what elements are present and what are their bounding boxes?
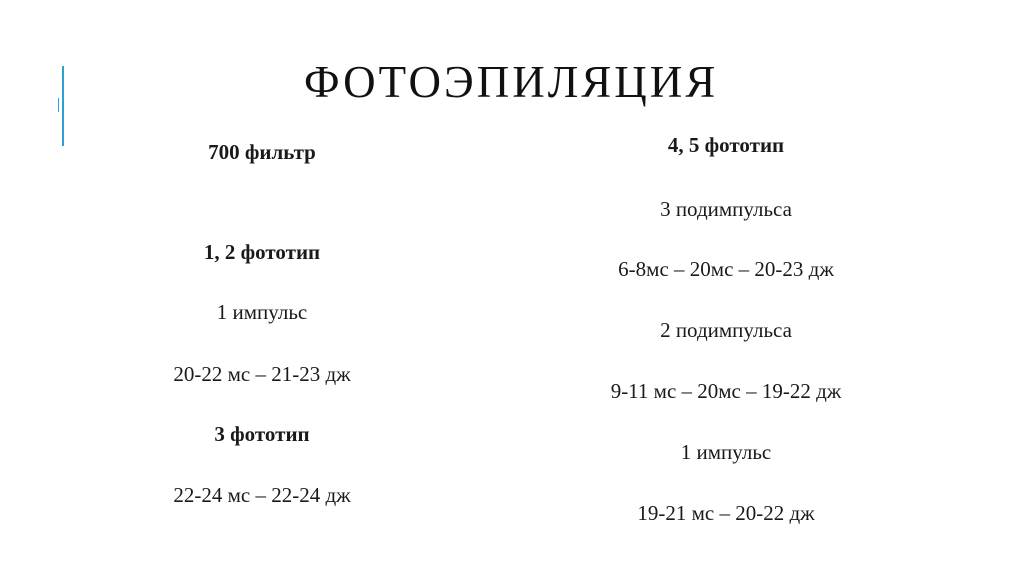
single-impulse-params: 19-21 мс – 20-22 дж (637, 501, 815, 525)
subpulses-2-params: 9-11 мс – 20мс – 19-22 дж (610, 379, 842, 403)
phototype-1-2-params: 20-22 мс – 21-23 дж (173, 362, 351, 386)
accent-line (62, 66, 64, 146)
filter-label: 700 фильтр (208, 140, 316, 164)
phototype-3-params: 22-24 мс – 22-24 дж (173, 483, 351, 507)
subpulses-3-label: 3 подимпульса (660, 197, 792, 221)
phototype-1-2-heading: 1, 2 фототип (203, 240, 321, 264)
subpulses-2-label: 2 подимпульса (660, 318, 792, 342)
subpulses-3-params: 6-8мс – 20мс – 20-23 дж (618, 257, 834, 281)
single-impulse-label: 1 импульс (680, 440, 772, 464)
phototype-3-heading: 3 фототип (214, 422, 310, 446)
accent-line-small (58, 98, 59, 112)
phototype-4-5-heading: 4, 5 фототип (667, 133, 785, 157)
slide-title: ФОТОЭПИЛЯЦИЯ (304, 57, 719, 107)
impulse-count: 1 импульс (216, 300, 308, 324)
